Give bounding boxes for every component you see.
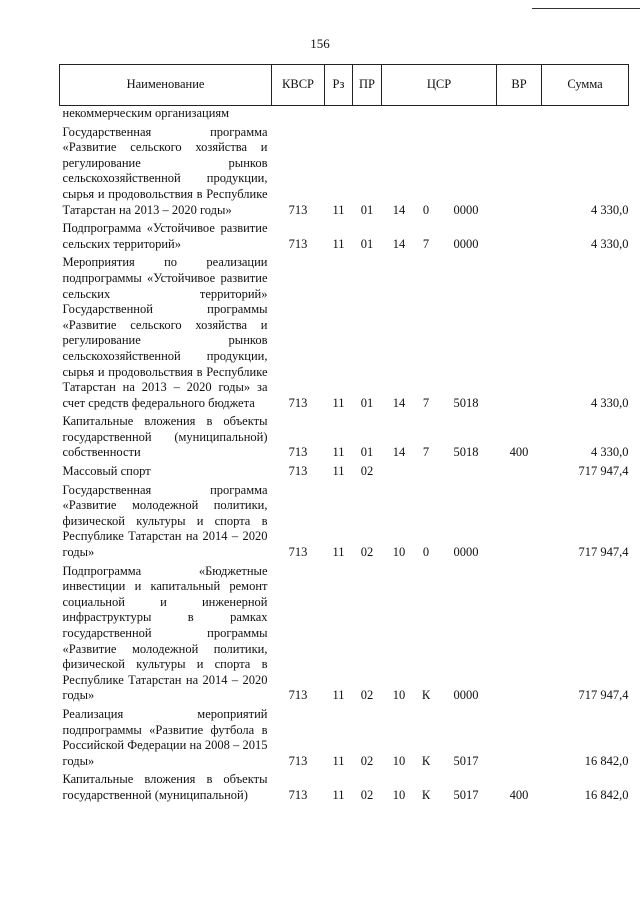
cell-csr-program: 14 (392, 395, 406, 410)
cell-sum: 4 330,0 (591, 395, 629, 410)
cell-name: Подпрограмма «Устойчивое развитие сельских территорий» (62, 221, 268, 251)
cell-kvsr: 713 (288, 464, 308, 479)
cell-vr: 400 (509, 445, 529, 460)
table-row (60, 480, 629, 561)
cell-csr-subprogram (417, 461, 436, 480)
cell-kvsr: 713 (288, 445, 308, 460)
cell-csr-program (382, 106, 417, 122)
cell-csr-direction: 5017 (453, 753, 479, 768)
cell-vr (497, 218, 542, 252)
cell-csr-program: 10 (392, 753, 406, 768)
cell-csr-direction (436, 461, 497, 480)
cell-pr: 01 (360, 236, 374, 251)
cell-pr: 02 (360, 787, 374, 802)
table-row (60, 704, 629, 769)
cell-pr: 02 (360, 688, 374, 703)
cell-kvsr: 713 (288, 236, 308, 251)
cell-pr: 01 (360, 445, 374, 460)
cell-csr-subprogram: К (421, 787, 431, 802)
budget-table (59, 64, 629, 804)
header-name: Наименование (60, 65, 272, 106)
table-row (60, 769, 629, 803)
cell-vr (497, 461, 542, 480)
cell-vr (497, 480, 542, 561)
cell-rz: 11 (332, 445, 345, 460)
cell-csr-direction: 0000 (453, 688, 479, 703)
cell-name: Массовый спорт (62, 464, 151, 479)
cell-csr-subprogram: К (421, 753, 431, 768)
cell-name: Государственная программа «Развитие молодежной политики, физической культуры и спорта в Республике Татарстан на 2014 – 2020 годы» (62, 482, 268, 560)
cell-csr-program: 14 (392, 445, 406, 460)
cell-rz: 11 (332, 688, 345, 703)
cell-sum: 717 947,4 (578, 688, 629, 703)
cell-csr-program: 14 (392, 236, 406, 251)
cell-kvsr: 713 (288, 753, 308, 768)
table-row (60, 218, 629, 252)
cell-pr: 02 (360, 753, 374, 768)
cell-rz: 11 (332, 236, 345, 251)
table-row (60, 561, 629, 704)
cell-sum: 717 947,4 (578, 545, 629, 560)
cell-csr-direction: 5017 (453, 787, 479, 802)
cell-name: Мероприятия по реализации подпрограммы «Устойчивое развитие сельских территорий» Государственной программы «Развитие сельского хозяйства и регулирование рынков сельскохозяйственной продукции, сырья и продовольствия в Республике Татарстан на 2013 – 2020 годы» за счет средств федерального бюджета (62, 255, 268, 410)
cell-vr (497, 122, 542, 219)
cell-sum: 4 330,0 (591, 202, 629, 217)
cell-csr-direction: 5018 (453, 395, 479, 410)
cell-rz: 11 (332, 545, 345, 560)
cell-csr-program: 14 (392, 202, 406, 217)
cell-pr: 01 (360, 202, 374, 217)
table-row (60, 461, 629, 480)
cell-csr-program: 10 (392, 787, 406, 802)
cell-name: Капитальные вложения в объекты государственной (муниципальной) собственности (62, 414, 268, 460)
table-row (60, 252, 629, 411)
cell-csr-subprogram: 0 (422, 202, 430, 217)
header-pr: ПР (353, 65, 382, 106)
cell-vr (497, 704, 542, 769)
header-kvsr: КВСР (272, 65, 325, 106)
table-body (60, 106, 629, 804)
table-row (60, 122, 629, 219)
header-csr: ЦСР (382, 65, 497, 106)
cell-name: некоммерческим организациям (62, 106, 230, 120)
table-row (60, 106, 629, 122)
header-row (60, 65, 629, 106)
cell-kvsr: 713 (288, 688, 308, 703)
cell-csr-program: 10 (392, 688, 406, 703)
cell-csr-program (382, 461, 417, 480)
header-rz: Рз (325, 65, 353, 106)
header-sum: Сумма (542, 65, 629, 106)
cell-kvsr: 713 (288, 545, 308, 560)
cell-csr-subprogram: 0 (422, 545, 430, 560)
page-number: 156 (310, 36, 330, 51)
cell-pr: 01 (360, 395, 374, 410)
cell-rz: 11 (332, 395, 345, 410)
cell-sum: 4 330,0 (591, 445, 629, 460)
cell-name: Подпрограмма «Бюджетные инвестиции и капитальный ремонт социальной и инженерной инфраструктуры в рамках государственной программы «Развитие молодежной политики, физической культуры и спорта в Республике Татарстан на 2014 – 2020 годы» (62, 563, 268, 703)
cell-sum: 717 947,4 (578, 464, 629, 479)
cell-csr-subprogram: 7 (422, 395, 430, 410)
cell-kvsr: 713 (288, 395, 308, 410)
cell-kvsr: 713 (288, 202, 308, 217)
cell-sum: 16 842,0 (584, 753, 629, 768)
header-vr: ВР (497, 65, 542, 106)
cell-sum (542, 106, 629, 122)
table-row (60, 411, 629, 461)
cell-sum: 16 842,0 (584, 787, 629, 802)
cell-csr-direction: 0000 (453, 202, 479, 217)
cell-name: Государственная программа «Развитие сельского хозяйства и регулирование рынков сельскохозяйственной продукции, сырья и продовольствия в Республике Татарстан на 2013 – 2020 годы» (62, 124, 268, 217)
cell-csr-direction: 5018 (453, 445, 479, 460)
cell-csr-direction: 0000 (453, 236, 479, 251)
cell-csr-direction: 0000 (453, 545, 479, 560)
cell-csr-program: 10 (392, 545, 406, 560)
cell-pr: 02 (360, 464, 374, 479)
cell-pr: 02 (360, 545, 374, 560)
cell-rz: 11 (332, 464, 345, 479)
cell-csr-subprogram (417, 106, 436, 122)
cell-vr (497, 561, 542, 704)
cell-rz: 11 (332, 753, 345, 768)
cell-rz: 11 (332, 787, 345, 802)
cell-kvsr: 713 (288, 787, 308, 802)
cell-pr (353, 106, 382, 122)
cell-vr: 400 (509, 787, 529, 802)
cell-csr-subprogram: 7 (422, 445, 430, 460)
cell-name: Реализация мероприятий подпрограммы «Развитие футбола в Российской Федерации на 2008 – 2015 годы» (62, 706, 268, 768)
cell-rz: 11 (332, 202, 345, 217)
cell-vr (497, 252, 542, 411)
cell-sum: 4 330,0 (591, 236, 629, 251)
cell-vr (497, 106, 542, 122)
cell-name: Капитальные вложения в объекты государственной (муниципальной) (62, 772, 268, 802)
cell-kvsr (272, 106, 325, 122)
cell-csr-subprogram: 7 (422, 236, 430, 251)
cell-rz (325, 106, 353, 122)
top-rule (532, 8, 640, 9)
cell-csr-subprogram: К (421, 688, 431, 703)
cell-csr-direction (436, 106, 497, 122)
